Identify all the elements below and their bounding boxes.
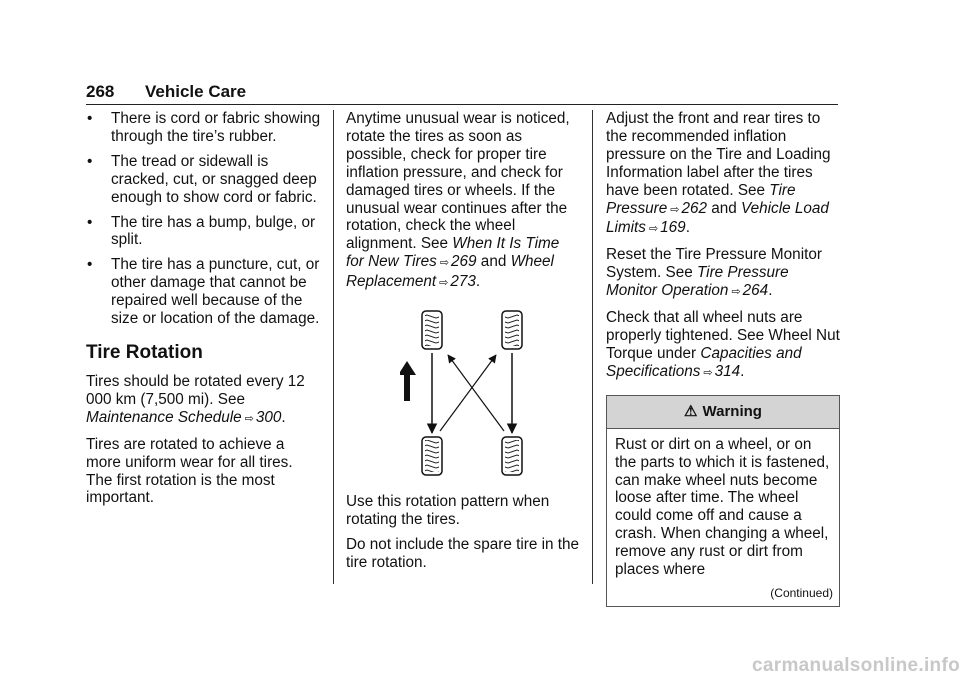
rotation-purpose-paragraph: Tires are rotated to achieve a more uniform wear for all tires. The first rotation is the most important. bbox=[86, 435, 293, 507]
tpms-operation-link[interactable]: Tire Pressure Monitor Operation bbox=[606, 264, 789, 300]
tpms-reset-paragraph: Reset the Tire Pressure Monitor System. See Tire Pressure Monitor Operation ⇨ 264. bbox=[606, 246, 822, 300]
column-2 bbox=[346, 110, 580, 579]
page-ref-arrow-icon: ⇨ bbox=[731, 286, 741, 299]
warning-triangle-icon: ⚠ bbox=[684, 402, 698, 420]
maintenance-schedule-link[interactable]: Maintenance Schedule bbox=[86, 408, 242, 426]
rotation-arrow-icon bbox=[440, 355, 496, 431]
page-ref: 273 bbox=[450, 273, 476, 291]
page-ref-arrow-icon: ⇨ bbox=[244, 412, 254, 425]
page-ref-arrow-icon: ⇨ bbox=[670, 203, 680, 216]
list-item: • The tread or sidewall is cracked, cut, or snagged deep enough to show cord or fabric. bbox=[87, 152, 317, 206]
page-ref: 269 bbox=[451, 253, 477, 271]
page-ref-arrow-icon: ⇨ bbox=[439, 277, 449, 290]
page-ref: 300 bbox=[255, 408, 282, 426]
tire-rotation-heading: Tire Rotation bbox=[86, 341, 203, 363]
list-item: • The tire has a puncture, cut, or other damage that cannot be repaired well because of the size or location of the damage. bbox=[87, 256, 320, 328]
rotation-arrow-icon bbox=[448, 355, 504, 431]
rotation-interval-paragraph: Tires should be rotated every 12 000 km (7,500 mi). See Maintenance Schedule ⇨ 300. bbox=[86, 372, 305, 426]
wheel-nuts-paragraph: Check that all wheel nuts are properly tightened. See Wheel Nut Torque under Capacities and Specifications ⇨ 314. bbox=[606, 309, 840, 380]
front-left-tire-icon bbox=[422, 311, 442, 349]
section-title: Vehicle Care bbox=[145, 82, 247, 101]
bullet: • bbox=[87, 213, 93, 231]
spare-tire-paragraph: Do not include the spare tire in the tire rotation. bbox=[346, 535, 579, 571]
warning-body bbox=[607, 429, 839, 583]
tire-rotation-diagram bbox=[400, 309, 530, 479]
continued-label: (Continued) bbox=[770, 585, 833, 600]
unusual-wear-paragraph: Anytime unusual wear is noticed, rotate the tires as soon as possible, check for proper tire inflation pressure, and check for damaged tires or wheels. If the unusual wear continues after the rotation, check the wheel alignment. See When It Is Time for New Tires ⇨ 269 and Wheel Replacement ⇨ 273. bbox=[346, 110, 570, 291]
tire-pressure-link[interactable]: Tire Pressure bbox=[606, 181, 796, 217]
list-item: • The tire has a bump, bulge, or split. bbox=[87, 213, 316, 249]
page-ref: 264 bbox=[742, 282, 769, 300]
list-item: • There is cord or fabric showing through the tire’s rubber. bbox=[87, 110, 321, 145]
front-right-tire-icon bbox=[502, 311, 522, 349]
warning-header bbox=[607, 396, 839, 429]
column-divider bbox=[333, 110, 334, 584]
rear-left-tire-icon bbox=[422, 437, 442, 475]
watermark: carmanualsonline.info bbox=[752, 655, 960, 676]
bullet: • bbox=[87, 110, 93, 127]
capacities-specs-link[interactable]: Capacities and Specifications bbox=[606, 344, 802, 380]
bullet: • bbox=[87, 152, 93, 170]
rear-right-tire-icon bbox=[502, 437, 522, 475]
wheel-replacement-link[interactable]: Wheel Replacement bbox=[346, 253, 554, 291]
column-3 bbox=[606, 110, 840, 607]
new-tires-link[interactable]: When It Is Time for New Tires bbox=[346, 235, 560, 271]
page-ref-arrow-icon: ⇨ bbox=[439, 257, 450, 270]
bullet: • bbox=[87, 256, 93, 274]
page-number: 268 bbox=[86, 82, 115, 101]
forward-direction-arrow-icon bbox=[400, 361, 416, 401]
inflation-paragraph: Adjust the front and rear tires to the recommended inflation pressure on the Tire and Loading Information label after the tires have been rotated. See Tire Pressure ⇨ 262 and Vehicle Load Limits ⇨ 169. bbox=[606, 110, 831, 237]
page-ref-arrow-icon: ⇨ bbox=[648, 223, 659, 236]
page-header bbox=[86, 82, 838, 105]
page-ref: 262 bbox=[681, 199, 707, 217]
column-divider bbox=[592, 110, 593, 584]
warning-title: Warning bbox=[702, 402, 762, 420]
damage-bullet-list bbox=[86, 110, 322, 328]
warning-box bbox=[606, 395, 840, 607]
warning-text: Rust or dirt on a wheel, or on the parts to which it is fastened, can make wheel nuts become loose after time. The wheel could come off and cause a crash. When changing a wheel, remove any rust or dirt from places where bbox=[615, 435, 830, 579]
page-ref: 169 bbox=[660, 219, 686, 237]
column-1 bbox=[86, 110, 322, 514]
page-ref: 314 bbox=[714, 362, 741, 380]
vehicle-load-limits-link[interactable]: Vehicle Load Limits bbox=[606, 199, 829, 237]
rotation-pattern-paragraph: Use this rotation pattern when rotating the tires. bbox=[346, 493, 550, 528]
page-ref-arrow-icon: ⇨ bbox=[703, 366, 713, 379]
